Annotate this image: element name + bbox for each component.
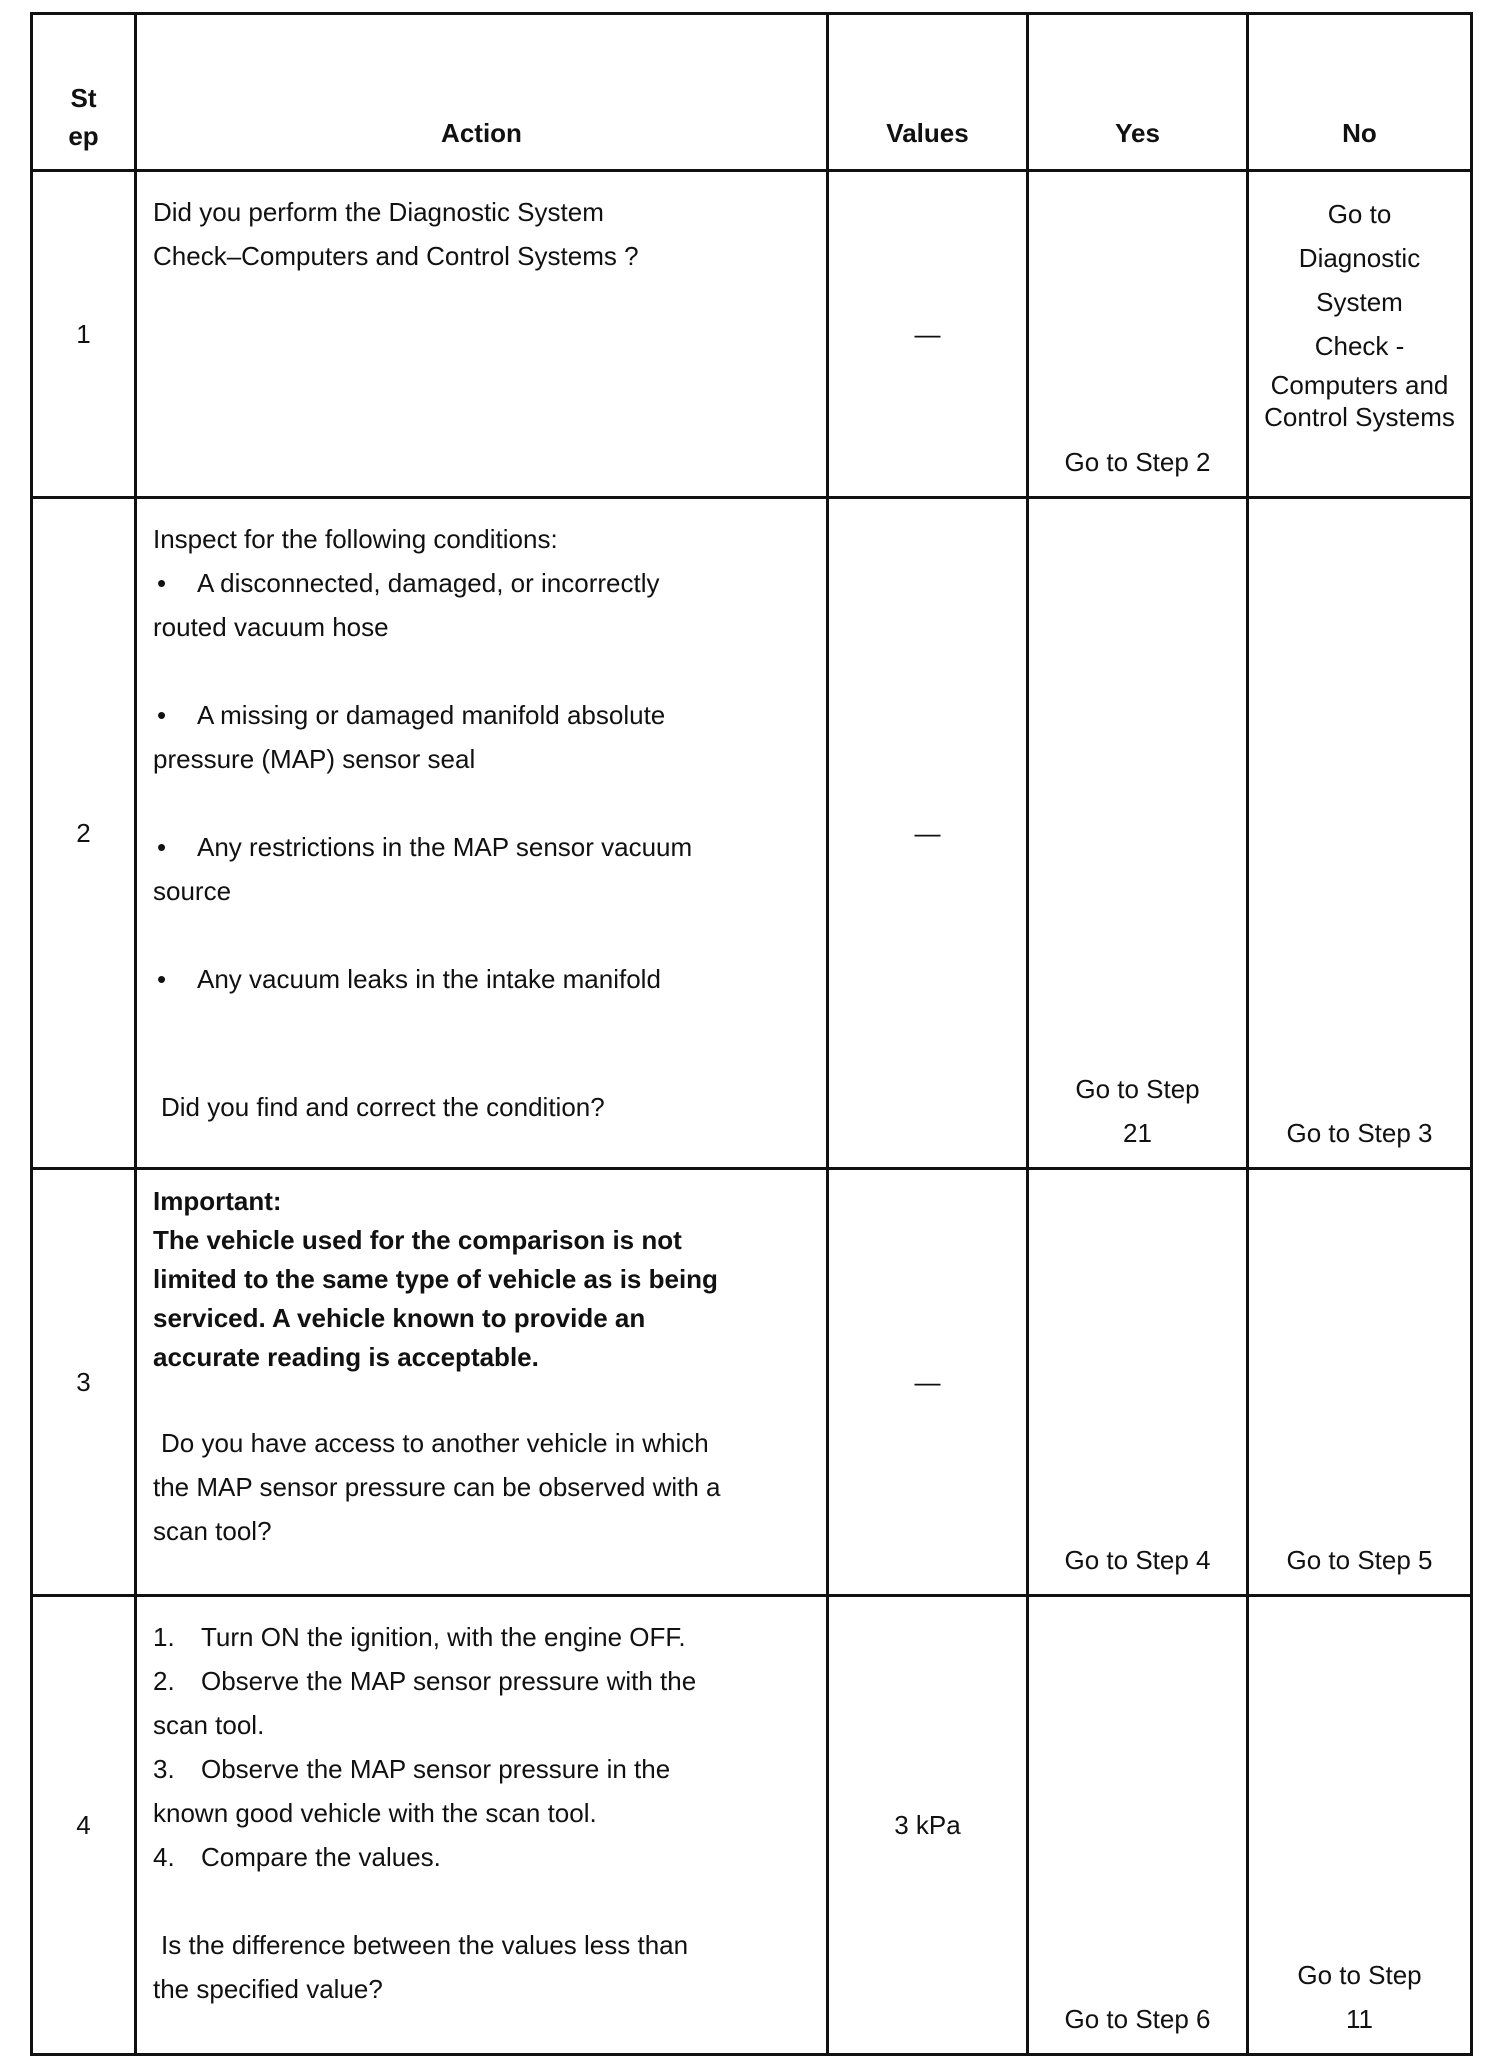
action-cell: Did you perform the Diagnostic System Check–Computers and Control Systems ? (136, 171, 828, 498)
step-number: 2 (32, 498, 136, 1169)
no-cell: Go to Diagnostic System Check - Computers and Control Systems (1248, 171, 1472, 498)
yes-cell: Go to Step 4 (1028, 1169, 1248, 1596)
numbered-step: 1. Turn ON the ignition, with the engine OFF. (153, 1622, 686, 1652)
bullet-item: • A missing or damaged manifold absolute (153, 693, 812, 737)
bullet-item: • Any restrictions in the MAP sensor vacuum (153, 825, 812, 869)
value-cell: — (828, 1169, 1028, 1596)
yes-cell: Go to Step 2 (1028, 171, 1248, 498)
numbered-step: 3. Observe the MAP sensor pressure in the (153, 1754, 671, 1784)
value-cell: — (828, 498, 1028, 1169)
value-cell: — (828, 171, 1028, 498)
no-cell: Go to Step 3 (1248, 498, 1472, 1169)
step-number: 1 (32, 171, 136, 498)
value-cell: 3 kPa (828, 1596, 1028, 2055)
diagnostic-table (30, 12, 1473, 2056)
step-header: St ep (32, 14, 136, 171)
no-cell: Go to Step 5 (1248, 1169, 1472, 1596)
table-row (32, 171, 1472, 498)
numbered-step: 4. Compare the values. (153, 1842, 441, 1872)
important-label: Important: (153, 1186, 282, 1216)
bullet-item: • Any vacuum leaks in the intake manifold (153, 957, 812, 1001)
step-number: 4 (32, 1596, 136, 2055)
no-cell: Go to Step 11 (1248, 1596, 1472, 2055)
values-header: Values (828, 14, 1028, 171)
step-number: 3 (32, 1169, 136, 1596)
yes-cell: Go to Step 21 (1028, 498, 1248, 1169)
yes-cell: Go to Step 6 (1028, 1596, 1248, 2055)
yes-header: Yes (1028, 14, 1248, 171)
numbered-step: 2. Observe the MAP sensor pressure with the (153, 1666, 697, 1696)
action-cell: Inspect for the following conditions: • A disconnected, damaged, or incorrectly routed vacuum hose • A missing or damaged manifold absolute pressure (MAP) sensor seal • Any restrictions in the MAP sensor vacuum source • Any vacuum leaks in the intake manifold Did you find and correct the condition? (136, 498, 828, 1169)
no-header: No (1248, 14, 1472, 171)
action-cell: Important: The vehicle used for the comparison is not limited to the same type of vehicle as is being serviced. A vehicle known to provide an accurate reading is acceptable. Do you have access to another vehicle in which the MAP sensor pressure can be observed with a scan tool? (136, 1169, 828, 1596)
bullet-item: • A disconnected, damaged, or incorrectly (153, 561, 812, 605)
table-row (32, 498, 1472, 1169)
header-row (32, 14, 1472, 171)
action-header: Action (136, 14, 828, 171)
table-row (32, 1596, 1472, 2055)
table-row (32, 1169, 1472, 1596)
action-cell: 1. Turn ON the ignition, with the engine OFF. 2. Observe the MAP sensor pressure with the scan tool. 3. Observe the MAP sensor pressure in the known good vehicle with the scan tool. 4. Compare the values. Is the difference between the values less than the specified value? (136, 1596, 828, 2055)
